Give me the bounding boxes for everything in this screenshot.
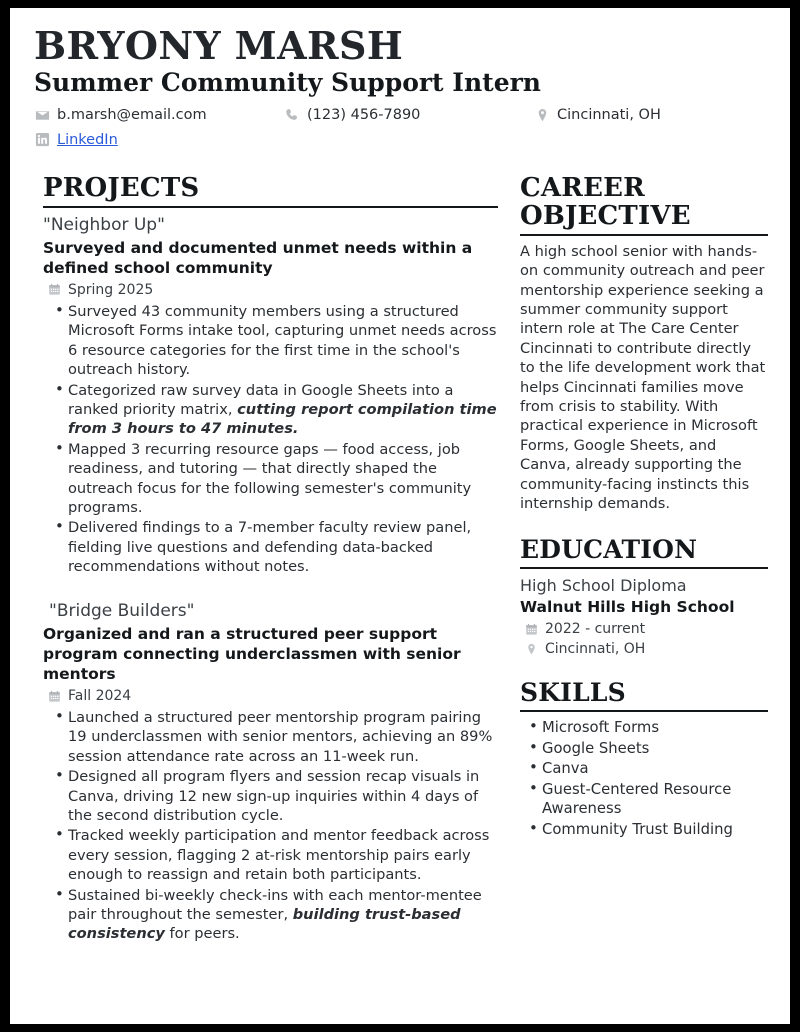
skill-item: • Canva xyxy=(520,759,768,779)
project-bullet: • Designed all program flyers and session recap visuals in Canva, driving 12 new sign-up inquiries within 4 days of the second distribution cycle. xyxy=(43,767,498,825)
candidate-job-title: Summer Community Support Intern xyxy=(34,68,541,98)
project-entry xyxy=(43,600,498,944)
projects-section-title: PROJECTS xyxy=(43,172,200,203)
project-bullet: • Categorized raw survey data in Google Sheets into a ranked priority matrix, cutting report compilation time from 3 hours to 47 minutes. xyxy=(43,381,498,439)
education-rule xyxy=(520,567,768,569)
section-spacer xyxy=(520,514,768,536)
project-bullet: • Tracked weekly participation and mentor feedback across every session, flagging 2 at-risk mentorship pairs early enough to reassign and retain both participants. xyxy=(43,826,498,884)
project-spacer xyxy=(43,581,498,598)
career-objective-title: CAREER OBJECTIVE xyxy=(520,172,691,231)
education-location xyxy=(525,641,768,657)
education-date-text: 2022 - current xyxy=(545,621,646,638)
location-pin-icon xyxy=(535,108,550,123)
project-role: Surveyed and documented unmet needs within a defined school community xyxy=(43,238,473,277)
skill-item: • Community Trust Building xyxy=(520,820,768,840)
education-section xyxy=(520,536,768,658)
contact-phone-text: (123) 456-7890 xyxy=(307,107,421,124)
contact-email[interactable] xyxy=(35,107,285,124)
project-date xyxy=(48,282,498,298)
project-bullet: • Surveyed 43 community members using a structured Microsoft Forms intake tool, capturing unmet needs across 6 resource categories for the first time in the school's outreach history. xyxy=(43,302,498,380)
career-objective-section xyxy=(520,174,768,514)
skills-section xyxy=(520,679,768,839)
project-bullets xyxy=(43,708,498,944)
contact-row-links xyxy=(35,132,768,148)
projects-section-rule xyxy=(43,206,498,208)
project-role: Organized and ran a structured peer support program connecting underclassmen with senior mentors xyxy=(43,624,461,683)
project-date-text: Spring 2025 xyxy=(68,281,154,298)
project-name: "Bridge Builders" xyxy=(49,600,195,621)
skills-rule xyxy=(520,710,768,712)
contact-location-text: Cincinnati, OH xyxy=(557,107,661,124)
project-date xyxy=(48,688,498,704)
location-pin-icon xyxy=(525,643,538,656)
skill-item: • Google Sheets xyxy=(520,739,768,759)
project-bullet: • Delivered findings to a 7-member faculty review panel, fielding live questions and defending data-backed recommendations without notes. xyxy=(43,518,498,576)
contact-location xyxy=(535,107,768,124)
education-date xyxy=(525,621,768,637)
skill-item: • Guest-Centered Resource Awareness xyxy=(520,780,768,819)
project-date-text: Fall 2024 xyxy=(68,688,132,704)
calendar-icon xyxy=(48,690,61,703)
resume-page xyxy=(10,8,790,1024)
project-entry xyxy=(43,214,498,577)
resume-body xyxy=(32,174,768,948)
skills-list xyxy=(520,718,768,839)
contact-email-text: b.marsh@email.com xyxy=(57,107,207,124)
section-spacer xyxy=(520,657,768,679)
skill-item: • Microsoft Forms xyxy=(520,718,768,738)
project-bullet: • Mapped 3 recurring resource gaps — food access, job readiness, and tutoring — that directly shaped the outreach focus for the following semester's community programs. xyxy=(43,440,498,518)
project-bullet: • Sustained bi-weekly check-ins with each mentor-mentee pair throughout the semester, building trust-based consistency for peers. xyxy=(43,886,498,944)
contact-phone[interactable] xyxy=(285,107,535,124)
education-school: Walnut Hills High School xyxy=(520,598,735,617)
career-objective-rule xyxy=(520,234,768,236)
calendar-icon xyxy=(525,623,538,636)
envelope-icon xyxy=(35,108,50,123)
right-column xyxy=(498,174,768,841)
project-name: "Neighbor Up" xyxy=(43,214,165,235)
education-title: EDUCATION xyxy=(520,534,698,564)
left-column xyxy=(32,174,498,948)
phone-icon xyxy=(285,108,300,123)
resume-header xyxy=(32,23,768,148)
linkedin-icon xyxy=(35,132,50,147)
linkedin-link[interactable]: LinkedIn xyxy=(57,131,118,148)
career-objective-body: A high school senior with hands-on community outreach and peer mentorship experience seeking a summer community support intern role at The Care Center Cincinnati to contribute directly to the life development work that helps Cincinnati families move from crisis to stability. With practical experience in Microsoft Forms, Google Sheets, and Canva, already supporting the community-facing instincts this internship demands. xyxy=(520,242,766,513)
candidate-name: BRYONY MARSH xyxy=(34,23,404,68)
project-bullet: • Launched a structured peer mentorship program pairing 19 underclassmen with senior mentors, achieving an 89% session attendance rate across an 11-week run. xyxy=(43,708,498,766)
calendar-icon xyxy=(48,283,61,296)
contact-row-primary xyxy=(35,107,768,124)
education-location-text: Cincinnati, OH xyxy=(545,641,646,658)
education-degree: High School Diploma xyxy=(520,575,687,595)
project-bullets xyxy=(43,302,498,577)
skills-title: SKILLS xyxy=(520,678,626,708)
